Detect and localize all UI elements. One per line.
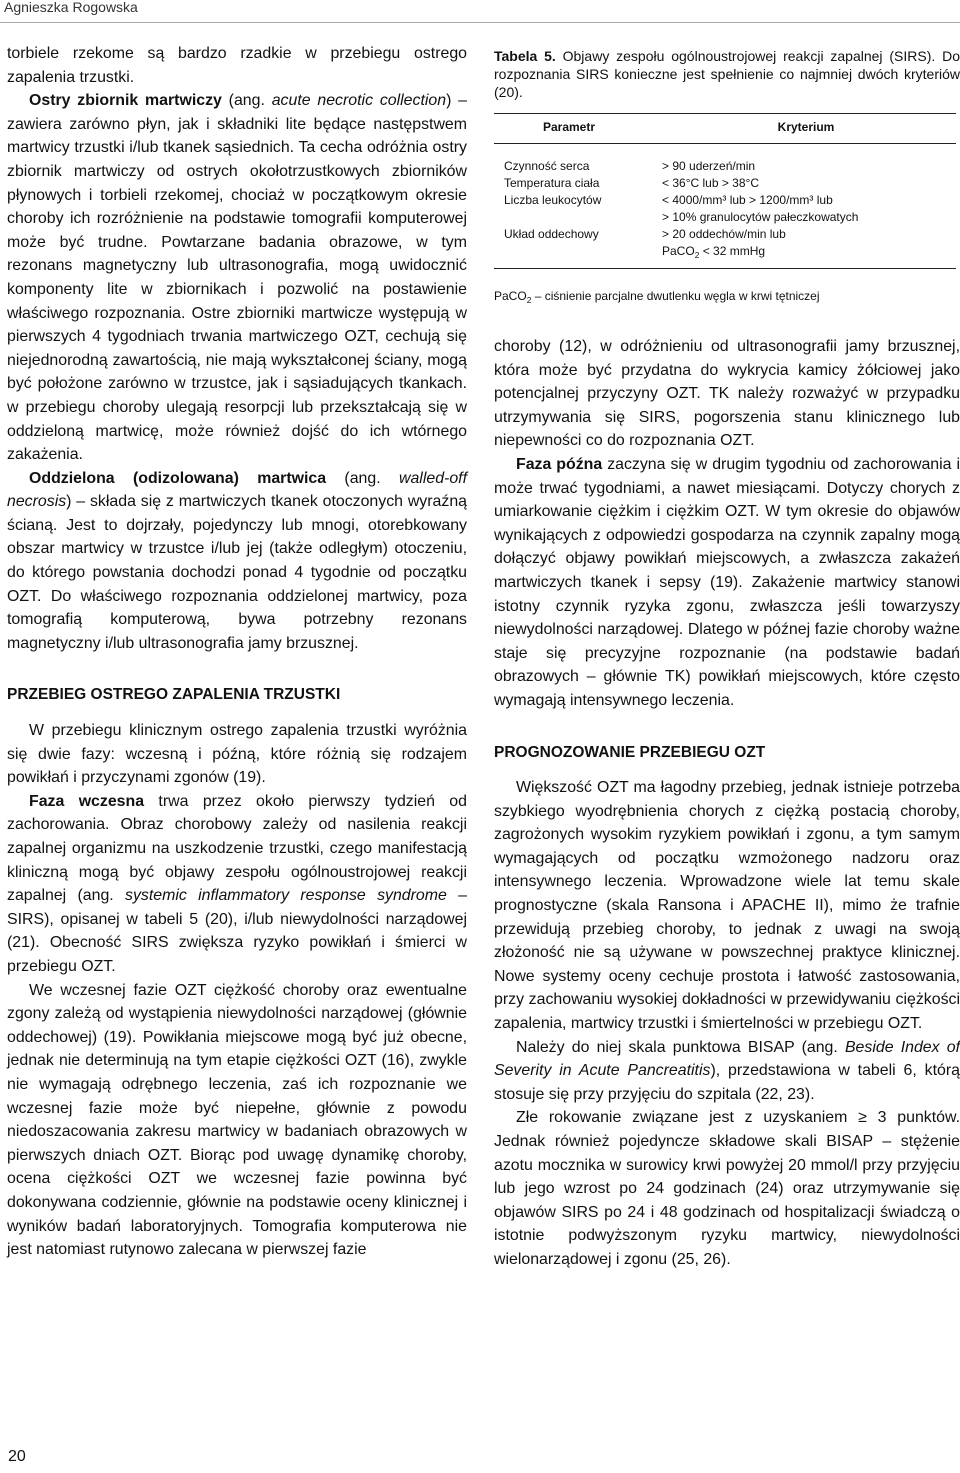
term-italic: systemic inflammatory response syndrome — [125, 887, 447, 905]
table-cell — [662, 243, 956, 260]
left-column — [7, 42, 467, 1262]
term-bold: Ostry zbiornik martwiczy — [29, 92, 222, 110]
table-label: Tabela 5. — [494, 48, 556, 64]
param-column — [494, 158, 662, 260]
text-run: (ang. — [326, 469, 399, 487]
table-cell: > 20 oddechów/min lub — [662, 227, 786, 241]
table-footnote — [494, 287, 960, 305]
text-run: – SIRS), opisanej w tabeli 5 (20), i/lub niewydolności narządowej (21). Obecność SIRS zwiększa ryzyko powikłań i śmierci w przebiegu OZT. — [7, 887, 467, 975]
table-cell: Temperatura ciała — [504, 176, 600, 190]
table-cell: > 90 uderzeń/min — [662, 159, 756, 173]
text-run: (ang. — [221, 92, 272, 110]
section-heading: PROGNOZOWANIE PRZEBIEGU OZT — [494, 743, 766, 761]
term-italic: walled-off necrosis — [7, 469, 467, 511]
text-run: < 32 mmHg — [699, 244, 766, 258]
paragraph-acute-necrotic-collection — [7, 89, 467, 467]
text-run: ) – składa się z martwiczych tkanek otoczonych wyraźną ścianą. Jest to dojrzały, pojedynczy lub mnogi, otorebkowany obszar martwicy w trzustce i/lub jej (także odległym) otoczeniu, do którego powstania dochodzi ponad 4 tygodnie od początku OZT. Do właściwego rozpoznania oddzielonej martwicy, poza tomografią komputerową, bywa potrzebny rezonans magnetyczny i/lub ultrasonografia jamy brzusznej. — [7, 493, 467, 652]
table-caption — [494, 47, 960, 101]
term-bold: Oddzielona (odizolowana) martwica — [29, 469, 327, 487]
caption-text: Objawy zespołu ogólnoustrojowej reakcji zapalnej (SIRS). Do rozpoznania SIRS konieczne jest spełnienie co najmniej dwóch kryteriów (20). — [494, 48, 960, 100]
text-run: PaCO — [494, 289, 527, 303]
table-cell — [504, 209, 662, 226]
table-cell: > 10% granulocytów pałeczkowatych — [662, 210, 859, 224]
column-header-parametr: Parametr — [542, 120, 596, 134]
page-number: 20 — [8, 1448, 26, 1465]
term-italic: acute necrotic collection — [271, 92, 447, 110]
subscript: 2 — [526, 295, 532, 305]
text-run: ), przedstawiona w tabeli 6, którą stosuje się przy przyjęciu do szpitala (22, 23). — [494, 1062, 960, 1103]
text-run: zaczyna się w drugim tygodniu od zachorowania i może trwać tygodniami, a nawet miesiącami. Dotyczy chorych z umiarkowanie ciężkim i ciężkim OZT. W tym okresie do objawów wynikających z odpowiedzi gospodarza na czynnik zapalny mogą dołączyć objawy powikłań miejscowych, a zwłaszcza zakażeń martwiczych tkanek i sepsy (19). Zakażenie martwicy stanowi istotny czynnik ryzyka zgonu, zwłaszcza jeśli towarzyszy niewydolności narządowej. Dlatego w późnej fazie choroby ważne staje się precyzyjne rozpoznanie (na podstawie badań obrazowych – głównie TK) powikłań miejscowych, które często wymagają intensywnego leczenia. — [494, 455, 960, 709]
paragraph: Większość OZT ma łagodny przebieg, jednak istnieje potrzeba szybkiego wyodrębnienia chorych z ciężką postacią choroby, zagrożonych wysokim ryzykiem powikłań i zgonu, a tym samym wymagających od początku wzmożonego nadzoru oraz intensywnego leczenia. Wprowadzone wiele lat temu skale prognostyczne (skala Ransona i APACHE II), mimo że trafnie przewidują przebieg choroby, to jednak z uwagi na swoją złożoność nie są używane w powszechnej praktyce klinicznej. Nowe systemy oceny cechuje prostota i łatwość zastosowania, przy zachowaniu wysokiej dokładności w przewidywaniu ciężkości zapalenia, martwicy trzustki i śmiertelności w przebiegu OZT. — [494, 779, 960, 1033]
text-run: PaCO — [662, 244, 695, 258]
page-header — [0, 0, 960, 23]
column-header-kryterium: Kryterium — [777, 120, 835, 134]
criteria-column — [662, 158, 956, 260]
table-5 — [494, 47, 960, 305]
paragraph: choroby (12), w odróżnieniu od ultrasonografii jamy brzusznej, która może być przydatna do wykrycia kamicy żółciowej jako potencjalnej przyczyny OZT. TK należy rozważyć w przypadku utrzymywania się SIRS, pogorszenia stanu klinicznego lub niepewności co do rozpoznania OZT. — [494, 338, 960, 450]
paragraph-bisap — [494, 1036, 960, 1107]
subscript: 2 — [694, 250, 700, 260]
author-name: Agnieszka Rogowska — [4, 0, 138, 15]
paragraph: We wczesnej fazie OZT ciężkość choroby oraz ewentualne zgony zależą od wystąpienia niewydolności narządowej (głównie oddechowej) (19). Powikłania miejscowe mogą być już obecne, jednak nie determinują na tym etapie ciężkości OZT (16), zwykle nie wymagają odrębnego leczenia, zaś ich rozpoznanie we wczesnej fazie może być niepełne, głównie z powodu niedoszacowania zakresu martwicy w badaniach obrazowych w pierwszych dniach OZT. Biorąc pod uwagę dynamikę choroby, ocena ciężkości OZT we wczesnej fazie powinna być dokonywana codziennie, głównie na podstawie oceny klinicznej i wyników badań laboratoryjnych. Tomografia komputerowa nie jest natomiast rutynowo zalecana w pierwszej fazie — [7, 981, 467, 1259]
term-italic: Beside Index of Severity in Acute Pancreatitis — [494, 1038, 960, 1080]
paragraph: Złe rokowanie związane jest z uzyskaniem ≥ 3 punktów. Jednak również pojedyncze składowe skali BISAP – stężenie azotu mocznika w surowicy krwi powyżej 20 mmol/l przy przyjęciu lub jego wzrost po 24 godzinach (24) oraz utrzymywanie się objawów SIRS po 24 i 48 godzinach od hospitalizacji świadczą o istotnie podwyższonym ryzyku martwicy, niewydolności wielonarządowej i zgonu (25, 26). — [494, 1109, 960, 1268]
text-run: Należy do niej skala punktowa BISAP (ang. — [516, 1038, 845, 1056]
table-header-row — [494, 113, 956, 144]
table-cell: < 36°C lub > 38°C — [662, 176, 759, 190]
text-run: – ciśnienie parcjalne dwutlenku węgla w krwi tętniczej — [531, 289, 820, 303]
paragraph: torbiele rzekome są bardzo rzadkie w przebiegu ostrego zapalenia trzustki. — [7, 45, 467, 86]
sirs-table — [494, 113, 956, 269]
term-bold: Faza wczesna — [29, 792, 145, 810]
text-run: ) – zawiera zarówno płyn, jak i składniki lite będące następstwem martwicy trzustki i/lub tkanek sąsiednich. Ta cecha odróżnia ostry zbiornik martwiczy od ostrych okołotrzustkowych zbiorników płynowych i torbieli rzekomej, chociaż w początkowym okresie choroby ich rozróżnienie na podstawie tomografii komputerowej może być trudne. Powtarzane badania obrazowe, w tym rezonans magnetyczny lub ultrasonografia, mogą uwidocznić komponenty lite w zbiornikach i pozwolić na postawienie właściwego rozpoznania. Ostre zbiorniki martwicze występują w pierwszych 4 tygodniach trwania martwiczego OZT, cechują się niejednorodną zawartością, nie mają wykształconej ściany, mogą być położone zarówno w trzustce, jak i sąsiadujących tkankach. w przebiegu choroby ulegają resorpcji lub przekształcają się w oddzieloną martwicę, może również dojść do ich wtórnego zakażenia. — [7, 92, 467, 464]
table-body — [494, 144, 956, 269]
table-cell: < 4000/mm³ lub > 1200/mm³ lub — [662, 193, 833, 207]
table-cell: Czynność serca — [504, 159, 590, 173]
paragraph-early-phase — [7, 790, 467, 979]
term-bold: Faza późna — [516, 455, 603, 473]
paragraph-walled-off-necrosis — [7, 467, 467, 656]
table-cell: Układ oddechowy — [504, 227, 599, 241]
section-heading: PRZEBIEG OSTREGO ZAPALENIA TRZUSTKI — [7, 686, 341, 704]
paragraph: W przebiegu klinicznym ostrego zapalenia trzustki wyróżnia się dwie fazy: wczesną i późną, które różnią się rodzajem powikłań i przyczynami zgonów (19). — [7, 722, 467, 787]
paragraph-late-phase — [494, 453, 960, 713]
right-column — [494, 47, 960, 1272]
text-run: trwa przez około pierwszy tydzień od zachorowania. Obraz chorobowy zależy od nasilenia reakcji zapalnej organizmu na uszkodzenie trzustki, czego manifestacją kliniczną mogą być objawy zespołu ogólnoustrojowej reakcji zapalnej (ang. — [7, 792, 467, 905]
table-cell: Liczba leukocytów — [504, 193, 602, 207]
